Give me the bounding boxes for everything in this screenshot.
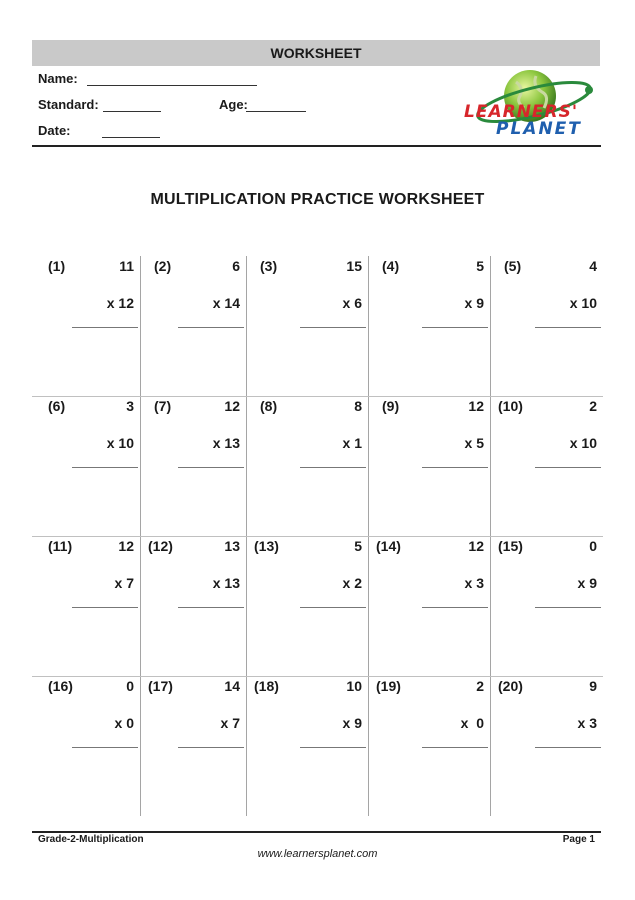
problem-number: (12) bbox=[148, 538, 173, 554]
answer-line[interactable] bbox=[422, 747, 488, 748]
answer-line[interactable] bbox=[300, 467, 366, 468]
multiplicand: 4 bbox=[589, 258, 597, 274]
answer-line[interactable] bbox=[72, 747, 138, 748]
answer-line[interactable] bbox=[178, 607, 244, 608]
multiplicand: 9 bbox=[589, 678, 597, 694]
problem-number: (1) bbox=[48, 258, 66, 274]
multiplicand: 3 bbox=[126, 398, 134, 414]
problem-number: (7) bbox=[154, 398, 172, 414]
multiplicand: 12 bbox=[118, 538, 134, 554]
multiplier: x 6 bbox=[342, 295, 362, 311]
footer-page-number: Page 1 bbox=[562, 834, 595, 845]
age-label: Age: bbox=[219, 97, 248, 112]
problem-number: (5) bbox=[504, 258, 522, 274]
multiplier: x 14 bbox=[212, 295, 240, 311]
footer-divider bbox=[32, 831, 601, 833]
multiplier: x 9 bbox=[577, 575, 597, 591]
problem-number: (3) bbox=[260, 258, 278, 274]
name-blank[interactable] bbox=[87, 73, 257, 86]
problem-number: (10) bbox=[498, 398, 523, 414]
multiplicand: 2 bbox=[476, 678, 484, 694]
page-title: MULTIPLICATION PRACTICE WORKSHEET bbox=[150, 191, 485, 208]
multiplicand: 0 bbox=[589, 538, 597, 554]
answer-line[interactable] bbox=[422, 327, 488, 328]
multiplicand: 12 bbox=[468, 538, 484, 554]
problem-number: (2) bbox=[154, 258, 172, 274]
date-blank[interactable] bbox=[102, 125, 160, 138]
multiplicand: 0 bbox=[126, 678, 134, 694]
answer-line[interactable] bbox=[535, 607, 601, 608]
multiplier: x 0 bbox=[114, 715, 134, 731]
multiplier: x 2 bbox=[342, 575, 362, 591]
multiplier: x 0 bbox=[460, 715, 484, 731]
multiplier: x 3 bbox=[464, 575, 484, 591]
answer-line[interactable] bbox=[178, 327, 244, 328]
multiplier: x 10 bbox=[569, 435, 597, 451]
answer-line[interactable] bbox=[300, 747, 366, 748]
multiplicand: 13 bbox=[224, 538, 240, 554]
problem-number: (4) bbox=[382, 258, 400, 274]
multiplier: x 5 bbox=[464, 435, 484, 451]
multiplier: x 10 bbox=[569, 295, 597, 311]
problem-number: (16) bbox=[48, 678, 73, 694]
answer-line[interactable] bbox=[535, 747, 601, 748]
answer-line[interactable] bbox=[422, 467, 488, 468]
answer-line[interactable] bbox=[72, 467, 138, 468]
age-blank[interactable] bbox=[246, 99, 306, 112]
multiplier: x 9 bbox=[342, 715, 362, 731]
answer-line[interactable] bbox=[72, 327, 138, 328]
logo-line-1: LEARNERS' bbox=[464, 102, 579, 122]
multiplicand: 8 bbox=[354, 398, 362, 414]
multiplicand: 11 bbox=[119, 258, 134, 274]
answer-line[interactable] bbox=[300, 607, 366, 608]
answer-line[interactable] bbox=[535, 467, 601, 468]
problem-number: (15) bbox=[498, 538, 523, 554]
multiplicand: 10 bbox=[346, 678, 362, 694]
multiplicand: 15 bbox=[346, 258, 362, 274]
answer-line[interactable] bbox=[178, 747, 244, 748]
multiplicand: 5 bbox=[354, 538, 362, 554]
multiplier: x 10 bbox=[106, 435, 134, 451]
grid-row-divider bbox=[32, 396, 603, 397]
multiplicand: 5 bbox=[476, 258, 484, 274]
problem-number: (18) bbox=[254, 678, 279, 694]
multiplier: x 12 bbox=[106, 295, 134, 311]
problem-number: (9) bbox=[382, 398, 400, 414]
footer-url: www.learnersplanet.com bbox=[257, 848, 378, 860]
date-label: Date: bbox=[38, 123, 71, 138]
answer-line[interactable] bbox=[72, 607, 138, 608]
standard-label: Standard: bbox=[38, 97, 99, 112]
problem-number: (11) bbox=[48, 538, 73, 554]
problem-number: (8) bbox=[260, 398, 278, 414]
answer-line[interactable] bbox=[422, 607, 488, 608]
answer-line[interactable] bbox=[178, 467, 244, 468]
multiplier: x 13 bbox=[212, 435, 240, 451]
multiplier: x 7 bbox=[114, 575, 134, 591]
learners-planet-logo bbox=[458, 66, 598, 144]
grid-row-divider bbox=[32, 536, 603, 537]
standard-blank[interactable] bbox=[103, 99, 161, 112]
problem-number: (19) bbox=[376, 678, 401, 694]
multiplicand: 12 bbox=[224, 398, 240, 414]
multiplier: x 13 bbox=[212, 575, 240, 591]
multiplier: x 3 bbox=[577, 715, 597, 731]
problem-number: (14) bbox=[376, 538, 401, 554]
multiplicand: 6 bbox=[232, 258, 240, 274]
problem-number: (13) bbox=[254, 538, 279, 554]
grid-row-divider bbox=[32, 676, 603, 677]
multiplicand: 14 bbox=[224, 678, 240, 694]
problem-number: (20) bbox=[498, 678, 523, 694]
multiplier: x 9 bbox=[464, 295, 484, 311]
multiplier: x 7 bbox=[220, 715, 240, 731]
problem-number: (6) bbox=[48, 398, 66, 414]
header-divider bbox=[32, 145, 601, 147]
multiplicand: 12 bbox=[468, 398, 484, 414]
multiplier: x 1 bbox=[342, 435, 362, 451]
multiplicand: 2 bbox=[589, 398, 597, 414]
answer-line[interactable] bbox=[535, 327, 601, 328]
answer-line[interactable] bbox=[300, 327, 366, 328]
name-label: Name: bbox=[38, 71, 78, 86]
worksheet-heading: WORKSHEET bbox=[270, 45, 362, 61]
footer-grade-label: Grade-2-Multiplication bbox=[38, 834, 144, 845]
logo-line-2: PLANET bbox=[496, 119, 582, 139]
problem-number: (17) bbox=[148, 678, 173, 694]
